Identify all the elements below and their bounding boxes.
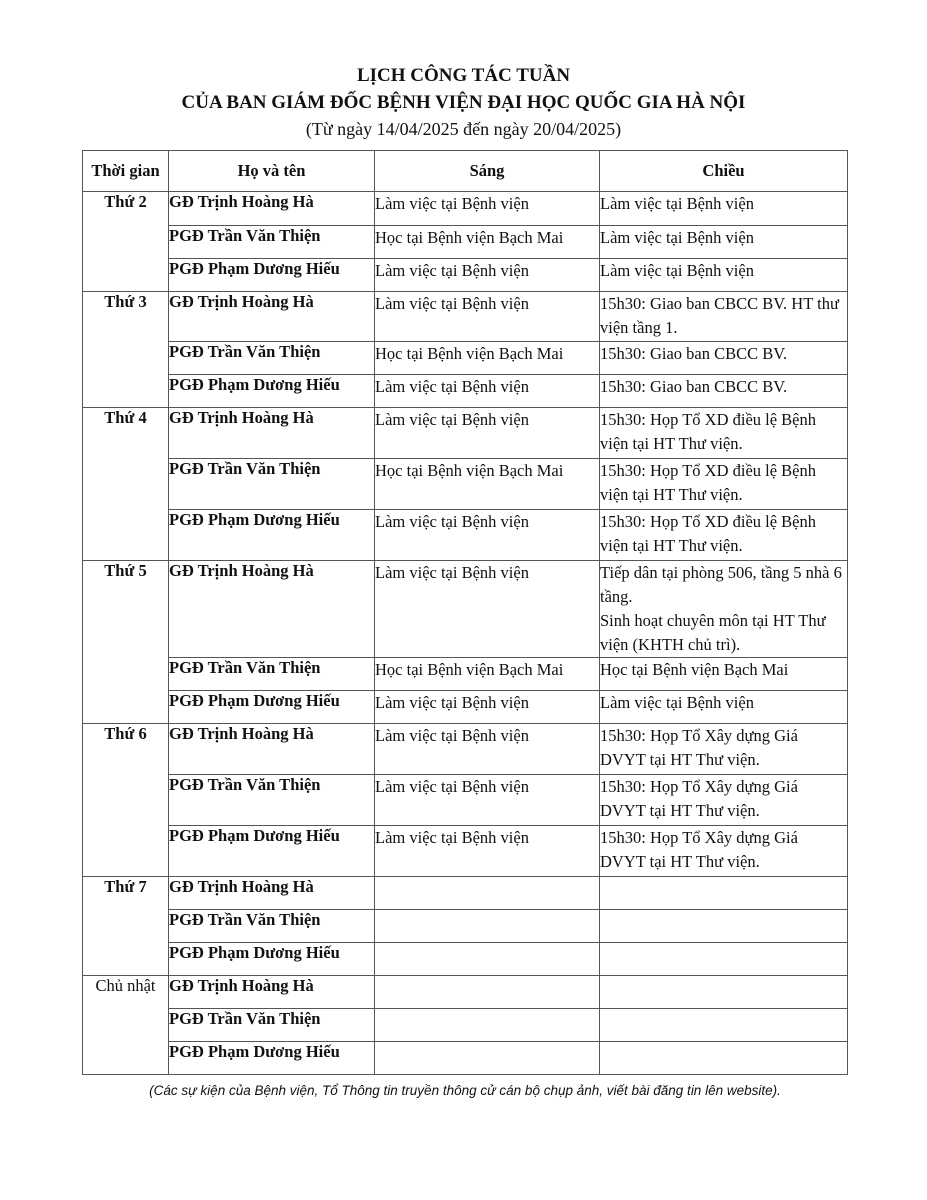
morning-cell: Học tại Bệnh viện Bạch Mai (375, 226, 600, 259)
person-name-cell: PGĐ Trần Văn Thiện (169, 226, 375, 259)
header-morning: Sáng (375, 151, 600, 192)
afternoon-cell: Học tại Bệnh viện Bạch Mai (600, 658, 848, 691)
table-row (83, 259, 848, 292)
morning-cell: Làm việc tại Bệnh viện (375, 192, 600, 226)
afternoon-cell (600, 1009, 848, 1042)
person-name-cell: PGĐ Phạm Dương Hiếu (169, 259, 375, 292)
morning-cell: Làm việc tại Bệnh viện (375, 724, 600, 775)
day-cell: Thứ 2 (83, 192, 169, 292)
day-cell: Thứ 5 (83, 561, 169, 724)
table-row (83, 408, 848, 459)
person-name-cell: PGĐ Phạm Dương Hiếu (169, 1042, 375, 1075)
table-row (83, 561, 848, 658)
person-name-cell: GĐ Trịnh Hoàng Hà (169, 877, 375, 910)
person-name-cell: GĐ Trịnh Hoàng Hà (169, 561, 375, 658)
afternoon-cell (600, 910, 848, 943)
person-name-cell: PGĐ Trần Văn Thiện (169, 342, 375, 375)
morning-cell: Làm việc tại Bệnh viện (375, 259, 600, 292)
table-row (83, 510, 848, 561)
table-row (83, 459, 848, 510)
day-cell: Thứ 7 (83, 877, 169, 976)
afternoon-cell (600, 943, 848, 976)
person-name-cell: PGĐ Phạm Dương Hiếu (169, 375, 375, 408)
morning-cell: Làm việc tại Bệnh viện (375, 775, 600, 826)
afternoon-cell: Làm việc tại Bệnh viện (600, 226, 848, 259)
morning-cell: Học tại Bệnh viện Bạch Mai (375, 342, 600, 375)
afternoon-cell (600, 976, 848, 1009)
person-name-cell: PGĐ Trần Văn Thiện (169, 459, 375, 510)
person-name-cell: PGĐ Trần Văn Thiện (169, 658, 375, 691)
day-cell: Thứ 4 (83, 408, 169, 561)
afternoon-cell: Làm việc tại Bệnh viện (600, 192, 848, 226)
table-row (83, 226, 848, 259)
afternoon-cell: 15h30: Họp Tổ XD điều lệ Bệnh viện tại HT Thư viện. (600, 510, 848, 561)
day-cell: Chủ nhật (83, 976, 169, 1075)
person-name-cell: PGĐ Trần Văn Thiện (169, 775, 375, 826)
day-cell: Thứ 3 (83, 292, 169, 408)
table-row (83, 342, 848, 375)
morning-cell: Làm việc tại Bệnh viện (375, 292, 600, 342)
afternoon-cell: 15h30: Họp Tổ XD điều lệ Bệnh viện tại HT Thư viện. (600, 459, 848, 510)
table-row (83, 1009, 848, 1042)
morning-cell: Học tại Bệnh viện Bạch Mai (375, 658, 600, 691)
afternoon-cell: 15h30: Giao ban CBCC BV. (600, 342, 848, 375)
day-cell: Thứ 6 (83, 724, 169, 877)
table-row (83, 292, 848, 342)
table-row (83, 192, 848, 226)
morning-cell (375, 976, 600, 1009)
person-name-cell: PGĐ Phạm Dương Hiếu (169, 691, 375, 724)
person-name-cell: PGĐ Phạm Dương Hiếu (169, 943, 375, 976)
table-row (83, 943, 848, 976)
afternoon-cell: 15h30: Giao ban CBCC BV. HT thư viện tầng 1. (600, 292, 848, 342)
table-header-row (83, 151, 848, 192)
afternoon-cell: 15h30: Giao ban CBCC BV. (600, 375, 848, 408)
person-name-cell: PGĐ Trần Văn Thiện (169, 910, 375, 943)
table-row (83, 375, 848, 408)
afternoon-cell: 15h30: Họp Tổ Xây dựng Giá DVYT tại HT Thư viện. (600, 775, 848, 826)
afternoon-cell: Tiếp dân tại phòng 506, tầng 5 nhà 6 tầng. Sinh hoạt chuyên môn tại HT Thư viện (KHTH chủ trì). (600, 561, 848, 658)
afternoon-cell: Làm việc tại Bệnh viện (600, 691, 848, 724)
table-row (83, 658, 848, 691)
table-row (83, 910, 848, 943)
footnote: (Các sự kiện của Bệnh viện, Tổ Thông tin truyền thông cử cán bộ chụp ảnh, viết bài đăng tin lên website). (149, 1083, 781, 1098)
person-name-cell: PGĐ Trần Văn Thiện (169, 1009, 375, 1042)
person-name-cell: GĐ Trịnh Hoàng Hà (169, 292, 375, 342)
table-row (83, 1042, 848, 1075)
page-subtitle: CỦA BAN GIÁM ĐỐC BỆNH VIỆN ĐẠI HỌC QUỐC GIA HÀ NỘI (181, 92, 746, 113)
table-row (83, 877, 848, 910)
person-name-cell: PGĐ Phạm Dương Hiếu (169, 510, 375, 561)
morning-cell (375, 877, 600, 910)
morning-cell: Làm việc tại Bệnh viện (375, 826, 600, 877)
table-row (83, 724, 848, 775)
morning-cell: Làm việc tại Bệnh viện (375, 408, 600, 459)
morning-cell: Học tại Bệnh viện Bạch Mai (375, 459, 600, 510)
title-block (0, 62, 927, 143)
afternoon-cell: 15h30: Họp Tổ Xây dựng Giá DVYT tại HT Thư viện. (600, 826, 848, 877)
person-name-cell: GĐ Trịnh Hoàng Hà (169, 724, 375, 775)
morning-cell: Làm việc tại Bệnh viện (375, 691, 600, 724)
afternoon-cell (600, 1042, 848, 1075)
page-title: LỊCH CÔNG TÁC TUẦN (356, 65, 571, 86)
afternoon-cell: Làm việc tại Bệnh viện (600, 259, 848, 292)
person-name-cell: GĐ Trịnh Hoàng Hà (169, 192, 375, 226)
header-time: Thời gian (83, 151, 169, 192)
schedule-table (82, 150, 848, 1075)
afternoon-cell (600, 877, 848, 910)
morning-cell (375, 943, 600, 976)
table-row (83, 826, 848, 877)
person-name-cell: GĐ Trịnh Hoàng Hà (169, 976, 375, 1009)
afternoon-cell: 15h30: Họp Tổ Xây dựng Giá DVYT tại HT Thư viện. (600, 724, 848, 775)
header-name: Họ và tên (169, 151, 375, 192)
person-name-cell: PGĐ Phạm Dương Hiếu (169, 826, 375, 877)
date-range: (Từ ngày 14/04/2025 đến ngày 20/04/2025) (305, 119, 622, 139)
morning-cell: Làm việc tại Bệnh viện (375, 561, 600, 658)
morning-cell (375, 1042, 600, 1075)
header-afternoon: Chiều (600, 151, 848, 192)
morning-cell (375, 910, 600, 943)
table-row (83, 976, 848, 1009)
morning-cell: Làm việc tại Bệnh viện (375, 510, 600, 561)
morning-cell: Làm việc tại Bệnh viện (375, 375, 600, 408)
morning-cell (375, 1009, 600, 1042)
table-row (83, 691, 848, 724)
afternoon-cell: 15h30: Họp Tổ XD điều lệ Bệnh viện tại HT Thư viện. (600, 408, 848, 459)
person-name-cell: GĐ Trịnh Hoàng Hà (169, 408, 375, 459)
schedule-body (83, 192, 848, 1075)
table-row (83, 775, 848, 826)
